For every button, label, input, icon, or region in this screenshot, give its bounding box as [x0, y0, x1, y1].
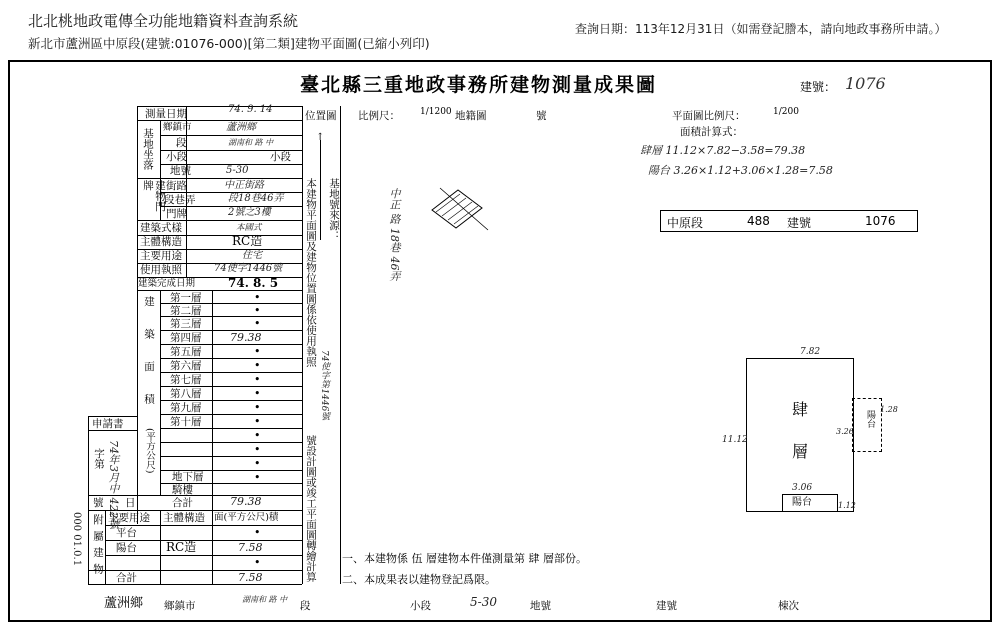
value-structure-type: 本國式: [236, 223, 262, 233]
bottom-building-label: 建號: [656, 600, 677, 612]
annex-col-use: 主要用途: [108, 512, 150, 524]
note-2: 二、本成果表以建物登記爲限。: [342, 573, 496, 586]
value-lot: 5-30: [226, 165, 249, 176]
value-permit: 74使字1446號: [214, 263, 283, 274]
bottom-lot-label: 地號: [530, 600, 551, 612]
label-area-unit: (平方公尺): [144, 428, 155, 474]
label-structure-type: 建築式樣: [140, 222, 182, 234]
label-permit: 使用執照: [140, 264, 182, 276]
floor-1: 第一層: [170, 292, 202, 304]
value-floor-4: 79.38: [230, 331, 262, 344]
annex-row-balcony-structure: RC造: [166, 540, 197, 554]
plan-balcony-label: 陽台: [792, 497, 812, 508]
annex-row-balcony: 陽台: [116, 542, 137, 554]
bottom-section-label: 段: [300, 600, 311, 612]
label-applicant: 申請書: [92, 418, 124, 430]
document-title: 臺北縣三重地政事務所建物測量成果圖: [300, 74, 658, 96]
label-annex-group: 附屬建物: [92, 514, 104, 580]
floor-7: 第七層: [170, 374, 202, 386]
value-survey-date: 74. 9. 14: [228, 104, 273, 115]
label-completion: 建築完成日期: [138, 278, 196, 289]
dim-bottom-right: 1.12: [838, 501, 856, 510]
bottom-subsection-label: 小段: [410, 600, 431, 612]
floor-8: 第八層: [170, 388, 202, 400]
value-total: 79.38: [230, 495, 262, 508]
cadastral-map-no: 號: [536, 110, 547, 122]
value-township: 蘆洲鄉: [226, 122, 256, 133]
label-lot: 地號: [170, 165, 191, 177]
bottom-section-value: 湖南和 路 中: [242, 595, 288, 604]
scale-value: 1/1200: [420, 107, 452, 117]
annex-row-balcony-area: 7.58: [238, 541, 263, 554]
bottom-township: 蘆洲鄉: [104, 596, 144, 611]
label-main-structure: 主體構造: [140, 236, 182, 248]
label-township: 鄉鎮市: [163, 122, 192, 133]
value-street: 中正街路: [224, 180, 264, 191]
annex-row-platform: 平台: [116, 527, 137, 539]
dim-bottom: 3.06: [792, 483, 813, 493]
value-main-use: 住宅: [242, 250, 262, 261]
vertical-note-2: 號設計圖或竣工平面圖轉繪計算: [305, 435, 317, 582]
vertical-note-handwritten: 74使字第1446號: [319, 350, 329, 421]
floor-10: 第十層: [170, 416, 202, 428]
label-applicant-no: 字第: [93, 448, 105, 469]
plan-floor-char-2: 層: [792, 442, 809, 461]
annex-row-total-area: 7.58: [238, 571, 263, 584]
area-calc-line-1: 肆層 11.12×7.82−3.58=79.38: [640, 144, 806, 157]
value-main-structure: RC造: [232, 234, 263, 248]
cadastral-map-label: 地籍圖: [455, 110, 487, 122]
building-number-value: 1076: [845, 74, 886, 93]
floor-2: 第二層: [170, 305, 202, 317]
value-section: 湖南和 路 中: [228, 138, 274, 147]
label-site-group: 基地坐落: [142, 128, 154, 170]
building-number-label: 建號：: [800, 80, 837, 94]
annex-col-structure: 主體構造: [163, 512, 205, 524]
bottom-lot-value: 5-30: [470, 595, 497, 609]
dim-right: 3.26: [836, 427, 854, 436]
bottom-sheet-label: 棟次: [778, 600, 799, 612]
dim-right-outer: 1.28: [880, 405, 898, 414]
label-subsection: 小段: [166, 151, 187, 163]
query-date: 查詢日期：113年12月31日（如需登記謄本，請向地政事務所申請。）: [575, 22, 947, 36]
stamp-building-label: 建號: [787, 216, 812, 230]
label-total: 合計: [172, 497, 193, 509]
label-day: 日: [125, 497, 136, 509]
label-door-group: 建物門牌: [142, 180, 166, 212]
label-main-use: 主要用途: [140, 250, 182, 262]
vertical-note-1: 本建物平面圖及建物位置圖係依使用執照: [305, 178, 317, 367]
dim-left: 11.12: [722, 435, 748, 445]
location-sketch: [410, 170, 510, 250]
document-frame: [8, 60, 992, 622]
annex-row-total: 合計: [116, 572, 137, 584]
label-no: 號: [93, 497, 104, 509]
value-subsection: 小段: [270, 151, 291, 163]
label-area-group: 建築面積: [143, 296, 155, 426]
plan-floor-char-1: 肆: [792, 400, 809, 419]
value-completion: 74. 8. 5: [228, 276, 279, 290]
value-lane: 段18巷46弄: [228, 193, 284, 204]
bottom-township-label: 鄉鎮市: [164, 600, 196, 612]
note-1: 一、本建物係 伍 層建物本件僅測量第 肆 層部份。: [342, 552, 587, 565]
dim-top: 7.82: [800, 347, 821, 357]
plan-scale-value: 1/200: [773, 107, 799, 117]
plan-scale-label: 平面圖比例尺：: [672, 110, 746, 122]
vertical-note-3: 基地號來源：: [328, 178, 340, 241]
plan-balcony-side-label: 陽台: [865, 410, 875, 428]
label-arcade: 騎樓: [172, 484, 193, 496]
annex-col-area: 面(平方公尺)積: [214, 512, 279, 523]
floor-6: 第六層: [170, 360, 202, 372]
floor-5: 第五層: [170, 346, 202, 358]
floor-9: 第九層: [170, 402, 202, 414]
floor-4: 第四層: [170, 332, 202, 344]
area-calc-label: 面積計算式：: [680, 126, 743, 138]
label-section: 段: [176, 137, 187, 149]
area-calc-line-2: 陽台 3.26×1.12+3.06×1.28=7.58: [648, 164, 833, 177]
scale-label: 比例尺：: [358, 110, 400, 122]
label-lane: 段巷弄: [164, 194, 196, 206]
site-sketch-label: 中正 路 18巷 46弄: [388, 188, 401, 282]
label-door: 門牌: [166, 208, 187, 220]
label-street: 街路: [166, 180, 187, 192]
stamp-lot: 488: [747, 214, 770, 228]
side-number: 000 01.0.1: [71, 512, 82, 567]
system-title: 北北桃地政電傳全功能地籍資料查詢系統: [28, 12, 299, 30]
location-map-label: 位置圖: [305, 110, 337, 122]
stamp-section: 中原段: [667, 216, 704, 230]
value-door: 2號之3樓: [228, 207, 271, 218]
label-basement: 地下層: [172, 471, 204, 483]
document-subtitle: 新北市蘆洲區中原段(建號:01076-000)[第二類]建物平面圖(已縮小列印): [28, 36, 430, 51]
parcel-stamp: [660, 210, 918, 232]
floor-3: 第三層: [170, 318, 202, 330]
label-survey-date: 測量日期: [145, 108, 187, 120]
value-applicant: 74年3月中 422號: [107, 440, 120, 530]
stamp-building-no: 1076: [865, 214, 896, 228]
